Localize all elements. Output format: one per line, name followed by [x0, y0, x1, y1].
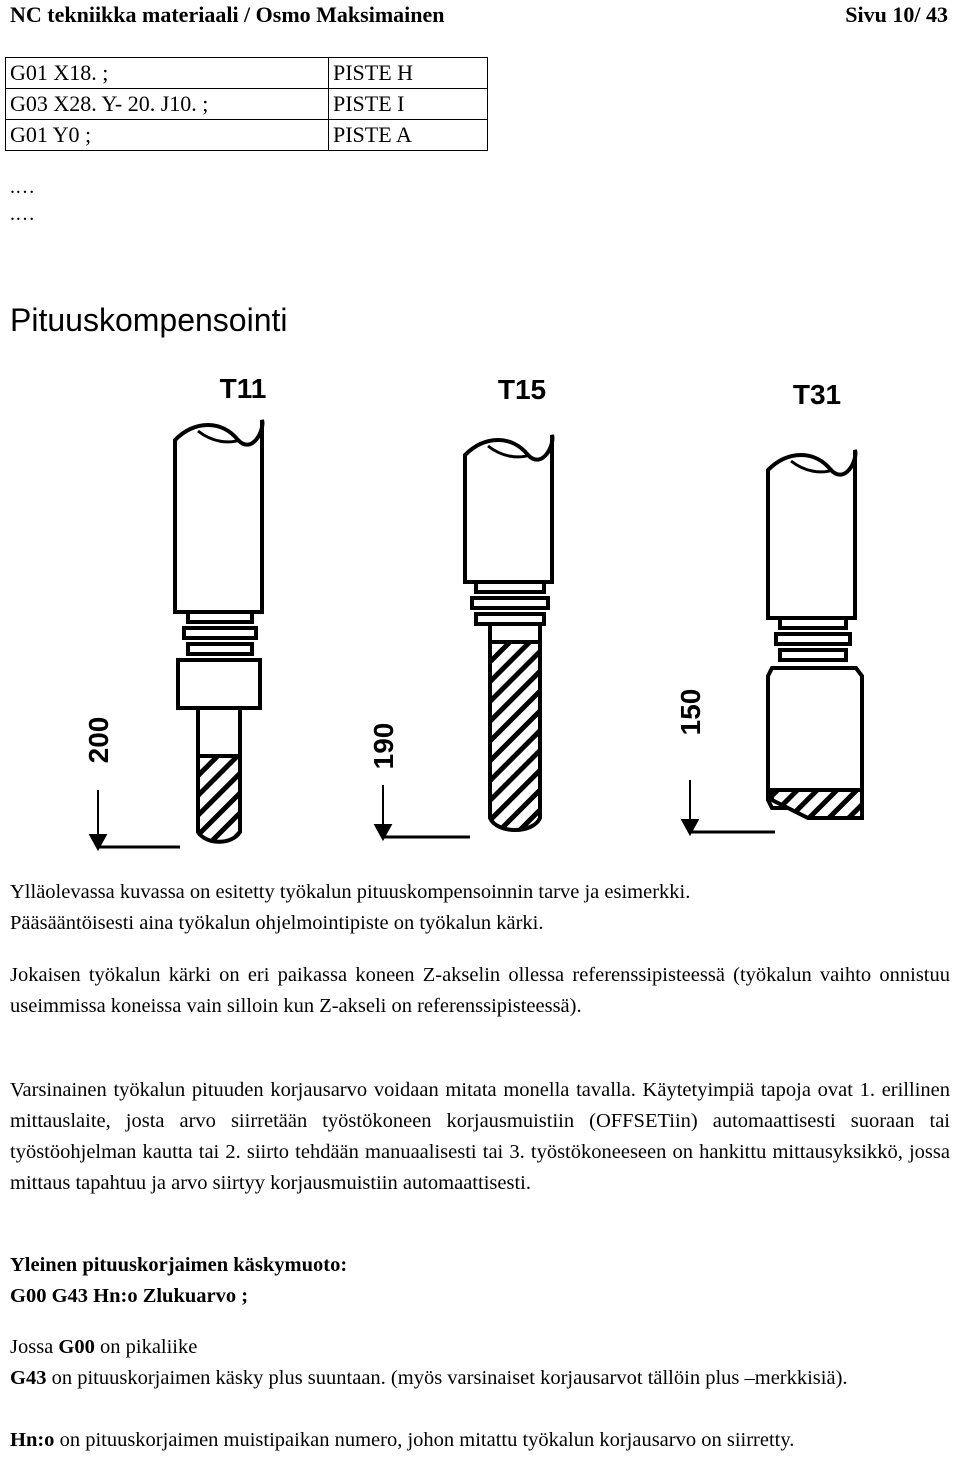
definition-text: on pituuskorjaimen muistipaikan numero, johon mitattu työkalun korjausarvo on siirretty. [54, 1429, 795, 1451]
tool-length-figure [0, 360, 960, 860]
code-cell: G01 Y0 ; [6, 120, 329, 151]
section-title: Pituuskompensointi [10, 302, 288, 338]
reference-paragraph: Jokaisen työkalun kärki on eri paikassa koneen Z-akselin ollessa referenssipisteessä (työkalun vaihto onnistuu useimmissa koneissa vain silloin kun Z-akseli on referenssipisteessä). [10, 964, 950, 1017]
code-cell: G01 X18. ; [6, 58, 329, 89]
table-row [6, 89, 488, 120]
definition-text: Jossa [10, 1336, 59, 1358]
text-line: Ylläolevassa kuvassa on esitetty työkalun pituuskompensoinnin tarve ja esimerkki. [10, 881, 691, 903]
syntax-heading: Yleinen pituuskorjaimen käskymuoto: [10, 1254, 348, 1276]
tool-t15 [368, 374, 552, 837]
measurement-paragraph: Varsinainen työkalun pituuden korjausarvo voidaan mitata monella tavalla. Käytetyimpiä tapoja ovat 1. erillinen mittauslaite, josta arvo siirretään työstökoneen korjausmuistiin (OFFSETiin) automaattisesti suoraan tai työstöohjelman kautta tai 2. siirto tehdään manuaalisesti tai 3. työstökoneeseen on hankittu mittausyksikkö, jossa mittaus tapahtuu ja arvo siirtyy korjausmuistiin automaattisesti. [10, 1079, 950, 1194]
syntax-command: G00 G43 Hn:o Zlukuarvo ; [10, 1285, 249, 1307]
tool-t11 [83, 373, 266, 847]
definition-text: on pikaliike [94, 1336, 198, 1358]
nc-code-table [5, 57, 488, 151]
dimension-label: 150 [675, 688, 706, 736]
definition-term: Hn:o [10, 1429, 55, 1451]
definition-g00 [10, 1332, 950, 1363]
page-number: Sivu 10/ 43 [845, 2, 948, 27]
definition-term: G43 [10, 1367, 47, 1389]
point-cell: PISTE I [329, 89, 488, 120]
text-line: Pääsääntöisesti aina työkalun ohjelmointipiste on työkalun kärki. [10, 912, 544, 934]
continuation-dots: .… [10, 203, 35, 225]
continuation-dots: .… [10, 176, 35, 198]
tool-label: T31 [792, 379, 842, 410]
code-cell: G03 X28. Y- 20. J10. ; [6, 89, 329, 120]
table-row [6, 58, 488, 89]
tool-label: T11 [219, 373, 267, 404]
dimension-label: 200 [83, 716, 114, 764]
point-cell: PISTE H [329, 58, 488, 89]
tool-label: T15 [497, 374, 547, 405]
table-row [6, 120, 488, 151]
page-header [10, 0, 952, 32]
definition-hno [10, 1425, 950, 1456]
tool-t31 [675, 379, 862, 832]
dimension-label: 190 [368, 722, 399, 770]
definition-text: on pituuskorjaimen käsky plus suuntaan. (myös varsinaiset korjausarvot tällöin plus –merkkisiä). [46, 1367, 848, 1389]
definition-term: G00 [58, 1336, 95, 1358]
document-title: NC tekniikka materiaali / Osmo Maksimainen [10, 2, 445, 27]
definition-g43 [10, 1363, 950, 1394]
point-cell: PISTE A [329, 120, 488, 151]
intro-paragraph [10, 877, 950, 939]
